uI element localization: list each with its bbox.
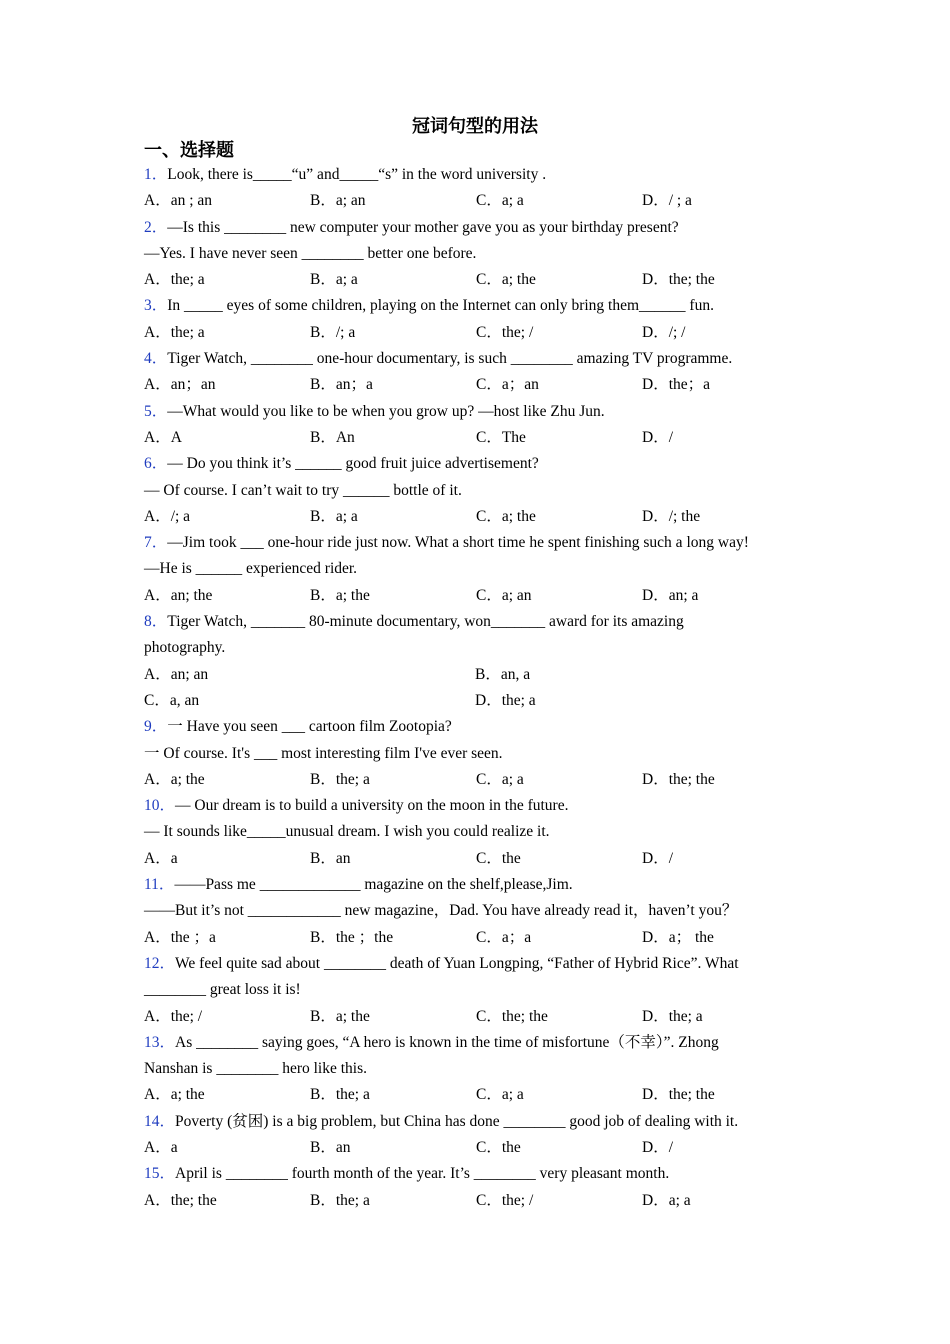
answer-option[interactable]: A．the; the — [144, 1191, 217, 1209]
question-line — [144, 609, 824, 635]
answer-option[interactable]: D．the; the — [642, 271, 715, 289]
question-text: In _____ eyes of some children, playing on the Internet can only bring them______ fun. — [167, 297, 714, 315]
question-number: 5． — [144, 402, 168, 420]
question-line — [144, 556, 824, 582]
question-text: — It sounds like_____unusual dream. I wish you could realize it. — [144, 823, 550, 841]
question-line — [144, 741, 824, 767]
options-row — [144, 320, 824, 346]
question-number: 4． — [144, 350, 168, 368]
question-line — [144, 478, 824, 504]
answer-option[interactable]: D．the; the — [642, 770, 715, 788]
question-line — [144, 1056, 824, 1082]
question-8 — [144, 609, 824, 714]
question-line — [144, 714, 824, 740]
answer-option[interactable]: B．a; an — [310, 192, 366, 210]
options-row — [144, 583, 824, 609]
question-9 — [144, 714, 824, 793]
question-4 — [144, 346, 824, 399]
question-text: —Is this ________ new computer your mother gave you as your birthday present? — [167, 218, 679, 236]
question-11 — [144, 872, 824, 951]
question-7 — [144, 530, 824, 609]
options-row — [144, 188, 824, 214]
options-row — [144, 1188, 824, 1214]
question-number: 10． — [144, 797, 176, 815]
question-1 — [144, 162, 824, 215]
question-line — [144, 399, 824, 425]
answer-option[interactable]: A．a; the — [144, 1086, 205, 1104]
answer-option[interactable]: D．the; the — [642, 1086, 715, 1104]
answer-option[interactable]: C．a; an — [476, 586, 532, 604]
answer-option[interactable]: D．the；a — [642, 376, 711, 394]
answer-option[interactable]: B．the; a — [310, 1191, 370, 1209]
question-line — [144, 530, 824, 556]
question-13 — [144, 1030, 824, 1109]
answer-option[interactable]: D．a; a — [642, 1191, 691, 1209]
answer-option[interactable]: A．the; a — [144, 271, 205, 289]
answer-option[interactable]: D．/; / — [642, 323, 686, 341]
question-text: —He is ______ experienced rider. — [144, 560, 358, 578]
question-text: Poverty (贫困) is a big problem, but China has done ________ good job of dealing with it. — [175, 1112, 739, 1130]
question-text: We feel quite sad about ________ death of Yuan Longping, “Father of Hybrid Rice”. What — [175, 954, 739, 972]
answer-option[interactable]: A．the ；a — [144, 928, 216, 946]
answer-option[interactable]: D．/ — [642, 849, 674, 867]
answer-option[interactable]: C．the — [476, 1138, 521, 1156]
question-number: 1． — [144, 166, 168, 183]
answer-option[interactable]: A．an; an — [144, 665, 209, 683]
answer-option[interactable]: D．a； the — [642, 928, 714, 946]
answer-option[interactable]: C．a, an — [144, 691, 200, 709]
answer-option[interactable]: D．/ — [642, 1138, 674, 1156]
question-line — [144, 819, 824, 845]
answer-option[interactable]: C．a; a — [476, 770, 524, 788]
options-row — [144, 767, 824, 793]
question-line — [144, 293, 824, 319]
question-text: — Our dream is to build a university on the moon in the future. — [175, 797, 569, 815]
question-text: —What would you like to be when you grow up? —host like Zhu Jun. — [167, 402, 605, 420]
question-number: 3． — [144, 297, 168, 315]
question-text: Nanshan is ________ hero like this. — [144, 1060, 368, 1078]
question-text: ——But it’s not ____________ new magazine，Dad. You have already read it，haven’t you？ — [144, 902, 738, 920]
question-line — [144, 977, 824, 1003]
question-line — [144, 872, 824, 898]
question-list — [144, 162, 824, 1214]
answer-option[interactable]: A．the; a — [144, 323, 205, 341]
answer-option[interactable]: A．A — [144, 428, 182, 446]
question-line — [144, 215, 824, 241]
document-page — [144, 112, 824, 1214]
question-number: 2． — [144, 218, 168, 236]
answer-option[interactable]: C．the; / — [476, 323, 534, 341]
question-line — [144, 1109, 824, 1135]
answer-option[interactable]: B．/; a — [310, 323, 356, 341]
answer-option[interactable]: C．a；a — [476, 928, 532, 946]
answer-option[interactable]: C．the — [476, 849, 521, 867]
answer-option[interactable]: B．the; a — [310, 1086, 370, 1104]
options-row — [144, 688, 824, 714]
question-5 — [144, 399, 824, 452]
question-text: ——Pass me _____________ magazine on the shelf,please,Jim. — [174, 876, 573, 894]
question-line — [144, 635, 824, 661]
answer-option[interactable]: D．the; a — [642, 1007, 703, 1025]
question-number: 11． — [144, 876, 175, 894]
answer-option[interactable]: B．the; a — [310, 770, 370, 788]
question-line — [144, 1161, 824, 1187]
question-6 — [144, 451, 824, 530]
question-text: 一 Of course. It's ___ most interesting film I've ever seen. — [144, 744, 503, 762]
answer-option[interactable]: B．an；a — [310, 376, 373, 394]
answer-option[interactable]: C．a; the — [476, 507, 536, 525]
answer-option[interactable]: B．the ；the — [310, 928, 394, 946]
question-line — [144, 1030, 824, 1056]
answer-option[interactable]: D．/ — [642, 428, 674, 446]
question-number: 12． — [144, 954, 176, 972]
question-text: As ________ saying goes, “A hero is known in the time of misfortune（不幸）”. Zhong — [175, 1033, 719, 1051]
question-line — [144, 793, 824, 819]
question-text: 一 Have you seen ___ cartoon film Zootopia? — [167, 718, 452, 736]
question-line — [144, 451, 824, 477]
answer-option[interactable]: C．a；an — [476, 376, 539, 394]
question-number: 8． — [144, 613, 168, 631]
question-text: Tiger Watch, ________ one-hour documentary, is such ________ amazing TV programme. — [167, 350, 733, 368]
answer-option[interactable]: C．the; / — [476, 1191, 534, 1209]
answer-option[interactable]: D．an; a — [642, 586, 699, 604]
answer-option[interactable]: A．a; the — [144, 770, 205, 788]
options-row — [144, 662, 824, 688]
question-14 — [144, 1109, 824, 1162]
answer-option[interactable]: A．a — [144, 1138, 178, 1156]
answer-option[interactable]: C．the; the — [476, 1007, 548, 1025]
options-row — [144, 425, 824, 451]
question-number: 13． — [144, 1033, 176, 1051]
answer-option[interactable]: A．an；an — [144, 376, 216, 394]
answer-option[interactable]: A．an; the — [144, 586, 213, 604]
question-text: —Jim took ___ one-hour ride just now. What a short time he spent finishing such a long way! — [167, 534, 749, 552]
question-text: Look, there is_____“u” and_____“s” in the word university . — [167, 166, 547, 183]
question-text: April is ________ fourth month of the year. It’s ________ very pleasant month. — [175, 1165, 670, 1183]
options-row — [144, 504, 824, 530]
options-row — [144, 925, 824, 951]
question-text: — Do you think it’s ______ good fruit juice advertisement? — [167, 455, 539, 473]
answer-option[interactable]: D．/; the — [642, 507, 701, 525]
question-line — [144, 898, 824, 924]
question-line — [144, 241, 824, 267]
section-heading: 一、选择题 — [144, 140, 234, 160]
question-line — [144, 346, 824, 372]
answer-option[interactable]: B．an, a — [475, 665, 531, 683]
options-row — [144, 372, 824, 398]
question-text: ________ great loss it is! — [144, 981, 301, 999]
question-12 — [144, 951, 824, 1030]
answer-option[interactable]: A．a — [144, 849, 178, 867]
question-line — [144, 162, 824, 188]
answer-option[interactable]: C．a; the — [476, 271, 536, 289]
options-row — [144, 1135, 824, 1161]
question-line — [144, 951, 824, 977]
answer-option[interactable]: B．an — [310, 1138, 351, 1156]
question-number: 6． — [144, 455, 168, 473]
options-row — [144, 1004, 824, 1030]
question-text: photography. — [144, 639, 226, 657]
answer-option[interactable]: B．a; a — [310, 271, 358, 289]
answer-option[interactable]: D．the; a — [475, 691, 536, 709]
question-number: 15． — [144, 1165, 176, 1183]
answer-option[interactable]: D．/ ; a — [642, 192, 692, 210]
answer-option[interactable]: B．a; the — [310, 1007, 370, 1025]
question-number: 9． — [144, 718, 168, 736]
options-row — [144, 1082, 824, 1108]
question-15 — [144, 1161, 824, 1214]
question-text: —Yes. I have never seen ________ better one before. — [144, 244, 477, 262]
question-2 — [144, 215, 824, 294]
options-row — [144, 846, 824, 872]
answer-option[interactable]: A．an ; an — [144, 192, 213, 210]
question-3 — [144, 293, 824, 346]
answer-option[interactable]: A．the; / — [144, 1007, 203, 1025]
answer-option[interactable]: B．an — [310, 849, 351, 867]
answer-option[interactable]: C．a; a — [476, 192, 524, 210]
answer-option[interactable]: C．a; a — [476, 1086, 524, 1104]
question-number: 14． — [144, 1112, 176, 1130]
answer-option[interactable]: C．The — [476, 428, 526, 446]
question-text: — Of course. I can’t wait to try ______ bottle of it. — [144, 481, 462, 499]
question-10 — [144, 793, 824, 872]
answer-option[interactable]: B．a; a — [310, 507, 358, 525]
answer-option[interactable]: B．a; the — [310, 586, 370, 604]
answer-option[interactable]: A．/; a — [144, 507, 191, 525]
answer-option[interactable]: B．An — [310, 428, 355, 446]
question-number: 7． — [144, 534, 168, 552]
question-text: Tiger Watch, _______ 80-minute documentary, won_______ award for its amazing — [167, 613, 684, 631]
document-title: 冠词句型的用法 — [412, 116, 538, 136]
options-row — [144, 267, 824, 293]
